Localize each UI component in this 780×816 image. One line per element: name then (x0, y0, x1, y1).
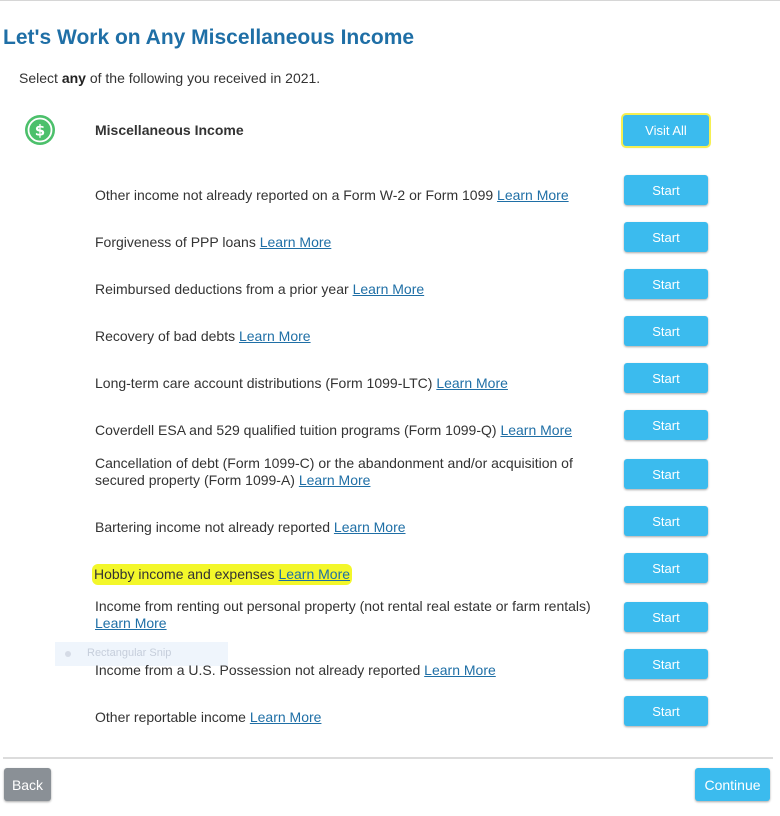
start-button-us-possession[interactable]: Start (624, 649, 708, 679)
start-button-coverdell-529[interactable]: Start (624, 410, 708, 440)
item-cancellation-of-debt: Cancellation of debt (Form 1099-C) or the abandonment and/or acquisition of secured property (Form 1099-A) Learn More (95, 455, 573, 488)
subtitle-emphasis: any (61, 70, 86, 86)
back-button[interactable]: Back (4, 768, 51, 801)
start-button-ppp-loans[interactable]: Start (624, 222, 708, 252)
learn-more-link[interactable]: Learn More (259, 234, 332, 250)
page-title: Let's Work on Any Miscellaneous Income (3, 26, 415, 49)
start-button-other-reportable-income[interactable]: Start (624, 696, 708, 726)
svg-text:$: $ (34, 121, 46, 140)
start-button-bartering-income[interactable]: Start (624, 506, 708, 536)
learn-more-link[interactable]: Learn More (500, 422, 573, 438)
footer-divider (3, 757, 773, 759)
learn-more-link[interactable]: Learn More (497, 187, 569, 203)
start-button-long-term-care[interactable]: Start (624, 363, 708, 393)
learn-more-link[interactable]: Learn More (436, 375, 508, 391)
continue-button[interactable]: Continue (695, 768, 770, 801)
learn-more-link[interactable]: Learn More (298, 472, 371, 488)
start-button-hobby-income[interactable]: Start (624, 553, 708, 583)
visit-all-button[interactable]: Visit All (623, 115, 709, 146)
item-ppp-loans: Forgiveness of PPP loans Learn More (95, 234, 332, 250)
learn-more-link[interactable]: Learn More (352, 281, 425, 297)
learn-more-link[interactable]: Learn More (278, 566, 351, 582)
item-coverdell-529: Coverdell ESA and 529 qualified tuition programs (Form 1099-Q) Learn More (95, 422, 573, 438)
rectangular-snip-overlay: Rectangular Snip (55, 642, 228, 666)
learn-more-link[interactable]: Learn More (95, 615, 167, 631)
item-reimbursed-deductions: Reimbursed deductions from a prior year Learn More (95, 281, 425, 297)
top-border (0, 0, 780, 1)
item-bad-debts: Recovery of bad debts Learn More (95, 328, 311, 344)
item-us-possession: Income from a U.S. Possession not already reported Learn More (95, 662, 496, 678)
item-long-term-care: Long-term care account distributions (Form 1099-LTC) Learn More (95, 375, 508, 391)
learn-more-link[interactable]: Learn More (424, 662, 496, 678)
item-hobby-income (95, 566, 615, 583)
item-other-income: Other income not already reported on a Form W-2 or Form 1099 Learn More (95, 187, 569, 203)
item-bartering-income: Bartering income not already reported Learn More (95, 519, 406, 535)
start-button-reimbursed-deductions[interactable]: Start (624, 269, 708, 299)
item-renting-personal-property: Income from renting out personal property (not rental real estate or farm rentals) Learn More (95, 598, 591, 631)
page-subtitle: Select any of the following you received in 2021. (19, 70, 321, 86)
start-button-renting-personal-property[interactable]: Start (624, 602, 708, 632)
start-button-other-income[interactable]: Start (624, 175, 708, 205)
learn-more-link[interactable]: Learn More (238, 328, 311, 344)
highlight-marker: Hobby income and expenses Learn More (92, 564, 352, 585)
dollar-circle-icon (24, 114, 56, 146)
snip-dot-icon (65, 651, 71, 657)
start-button-bad-debts[interactable]: Start (624, 316, 708, 346)
learn-more-link[interactable]: Learn More (333, 519, 406, 535)
section-title: Miscellaneous Income (95, 122, 244, 138)
learn-more-link[interactable]: Learn More (249, 709, 322, 725)
start-button-cancellation-of-debt[interactable]: Start (624, 459, 708, 489)
item-other-reportable-income: Other reportable income Learn More (95, 709, 322, 725)
